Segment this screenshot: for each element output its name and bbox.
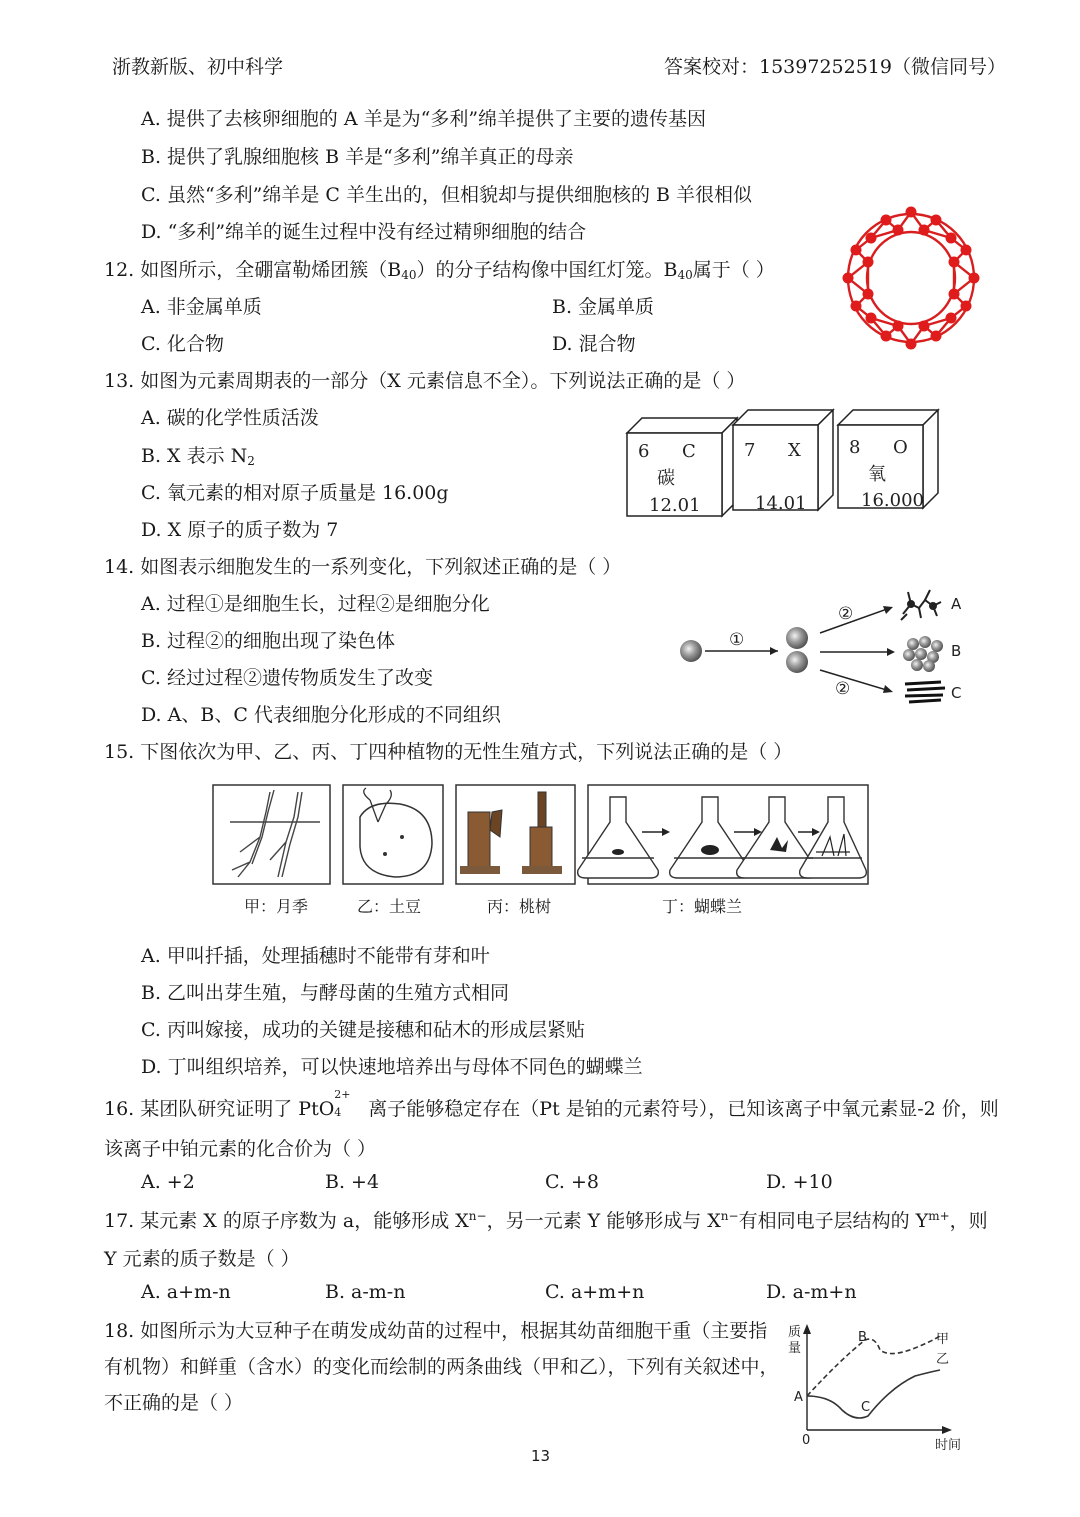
q18-stem-line3: 不正确的是（ ） xyxy=(104,1392,244,1414)
q11-option-a: A. 提供了去核卵细胞的 A 羊是为“多利”绵羊提供了主要的遗传基因 xyxy=(141,108,707,130)
q14-option-c: C. 经过过程②遗传物质发生了改变 xyxy=(141,667,433,689)
tissue-b-label: B xyxy=(951,642,962,660)
q12-stem: 12. 如图所示，全硼富勒烯团簇$(B_{40})$的分子结构像中国红灯笼。$B_{40}$属于（ ） xyxy=(104,259,775,282)
q14-option-a: A. 过程①是细胞生长，过程②是细胞分化 xyxy=(141,593,490,615)
tissue-a-nerve xyxy=(901,590,941,620)
q17-option-d: D. a-m+n xyxy=(766,1281,857,1303)
q11-option-d: D. “多利”绵羊的诞生过程中没有经过精卵细胞的结合 xyxy=(141,221,587,243)
graph-point-c: C xyxy=(861,1400,871,1415)
q16-option-b: B. +4 xyxy=(325,1171,380,1193)
q14-option-d: D. A、B、C 代表细胞分化形成的不同组织 xyxy=(141,704,501,726)
tissue-c-muscle xyxy=(905,682,945,702)
q12-option-c: C. 化合物 xyxy=(141,333,224,355)
element-x-symbol: X xyxy=(788,440,801,461)
element-x-number: 7 xyxy=(744,440,756,461)
tissue-c-label: C xyxy=(951,684,962,702)
process-2-label-top: ② xyxy=(838,604,854,624)
graph-label-yi: 乙 xyxy=(936,1352,950,1367)
q11-option-c: C. 虽然“多利”绵羊是 C 羊生出的，但相貌却与提供细胞核的 B 羊很相似 xyxy=(141,184,753,206)
process-2-label-bottom: ② xyxy=(835,679,851,699)
header-right: 答案校对：15397252519（微信同号） xyxy=(664,56,1006,78)
graph-y-label-1: 质 xyxy=(788,1325,802,1340)
graph-label-jia: 甲 xyxy=(936,1332,950,1347)
q16-option-a: A. +2 xyxy=(141,1171,195,1193)
tissue-b-cluster xyxy=(903,636,943,672)
q13-option-b: B. X 表示 $N_2$ xyxy=(141,445,255,468)
q16-stem: 16. 某团队研究证明了 PtO 2+ 4 离子能够稳定存在（Pt 是铂的元素符号），已知该离子中氧元素显-2 价，则 xyxy=(104,1088,999,1120)
q13-option-a: A. 碳的化学性质活泼 xyxy=(141,407,319,429)
graph-x-label: 时间 xyxy=(935,1438,962,1453)
q11-option-b: B. 提供了乳腺细胞核 B 羊是“多利”绵羊真正的母亲 xyxy=(141,146,574,168)
element-c-number: 6 xyxy=(638,441,650,462)
q17-stem: 17. 某元素 X 的原子序数为 a，能够形成 $X^{n-}$，另一元素 Y 能够形成与 $X^{n-}$有相同电子层结构的 $Y^{m+}$，则 xyxy=(104,1209,988,1232)
q15-option-a: A. 甲叫扦插，处理插穗时不能带有芽和叶 xyxy=(141,945,490,967)
divided-cell-bottom xyxy=(786,651,808,673)
q18-stem-line1: 18. 如图所示为大豆种子在萌发成幼苗的过程中，根据其幼苗细胞干重（主要指 xyxy=(104,1320,768,1342)
q14-option-b: B. 过程②的细胞出现了染色体 xyxy=(141,630,396,652)
caption-yi: 乙：土豆 xyxy=(357,897,422,916)
q16-option-d: D. +10 xyxy=(766,1171,833,1193)
q17-option-c: C. a+m+n xyxy=(545,1281,645,1303)
b40-molecule-figure xyxy=(836,200,986,355)
element-c-symbol: C xyxy=(682,441,696,462)
page-number: 13 xyxy=(531,1447,551,1465)
element-o-number: 8 xyxy=(849,437,861,458)
single-cell xyxy=(680,640,702,662)
q15-stem: 15. 下图依次为甲、乙、丙、丁四种植物的无性生殖方式，下列说法正确的是（ ） xyxy=(104,741,793,763)
caption-bing: 丙：桃树 xyxy=(487,897,552,916)
growth-curve-graph xyxy=(780,1318,970,1458)
graph-point-b: B xyxy=(858,1330,867,1345)
q12-option-b: B. 金属单质 xyxy=(552,296,655,318)
element-o-name: 氧 xyxy=(868,464,886,485)
graph-y-label-2: 量 xyxy=(788,1341,802,1356)
periodic-table-figure xyxy=(622,405,944,523)
q16-option-c: C. +8 xyxy=(545,1171,599,1193)
header-left: 浙教新版、初中科学 xyxy=(112,56,284,78)
cell-change-figure xyxy=(675,578,975,713)
q18-stem-line2: 有机物）和鲜重（含水）的变化而绘制的两条曲线（甲和乙），下列有关叙述中， xyxy=(104,1356,779,1378)
q13-stem: 13. 如图为元素周期表的一部分（X 元素信息不全）。下列说法正确的是（ ） xyxy=(104,370,746,392)
divided-cell-top xyxy=(786,627,808,649)
element-o-symbol: O xyxy=(893,437,908,458)
graph-origin: 0 xyxy=(802,1433,811,1448)
element-c-mass: 12.01 xyxy=(649,495,701,516)
curve-jia xyxy=(807,1336,940,1396)
q15-option-b: B. 乙叫出芽生殖，与酵母菌的生殖方式相同 xyxy=(141,982,510,1004)
q13-option-d: D. X 原子的质子数为 7 xyxy=(141,519,339,541)
q17-stem-line2: Y 元素的质子数是（ ） xyxy=(104,1248,300,1270)
process-1-label: ① xyxy=(729,630,745,650)
graph-point-a: A xyxy=(794,1390,803,1405)
tissue-a-label: A xyxy=(951,595,962,613)
element-o-mass: 16.000 xyxy=(861,490,924,511)
q17-option-b: B. a-m-n xyxy=(325,1281,406,1303)
q12-option-d: D. 混合物 xyxy=(552,333,636,355)
q13-option-c: C. 氧元素的相对原子质量是 16.00g xyxy=(141,482,449,504)
element-c-name: 碳 xyxy=(657,468,675,489)
q15-option-d: D. 丁叫组织培养，可以快速地培养出与母体不同色的蝴蝶兰 xyxy=(141,1056,643,1078)
asexual-reproduction-figure xyxy=(210,782,872,888)
q15-option-c: C. 丙叫嫁接，成功的关键是接穗和砧木的形成层紧贴 xyxy=(141,1019,585,1041)
caption-ding: 丁：蝴蝶兰 xyxy=(662,897,743,916)
q16-stem-line2: 该离子中铂元素的化合价为（ ） xyxy=(104,1138,377,1160)
q12-option-a: A. 非金属单质 xyxy=(141,296,262,318)
curve-yi xyxy=(807,1370,940,1418)
q17-option-a: A. a+m-n xyxy=(141,1281,231,1303)
q14-stem: 14. 如图表示细胞发生的一系列变化，下列叙述正确的是（ ） xyxy=(104,556,622,578)
element-x-mass: 14.01 xyxy=(755,493,807,514)
caption-jia: 甲：月季 xyxy=(244,897,309,916)
